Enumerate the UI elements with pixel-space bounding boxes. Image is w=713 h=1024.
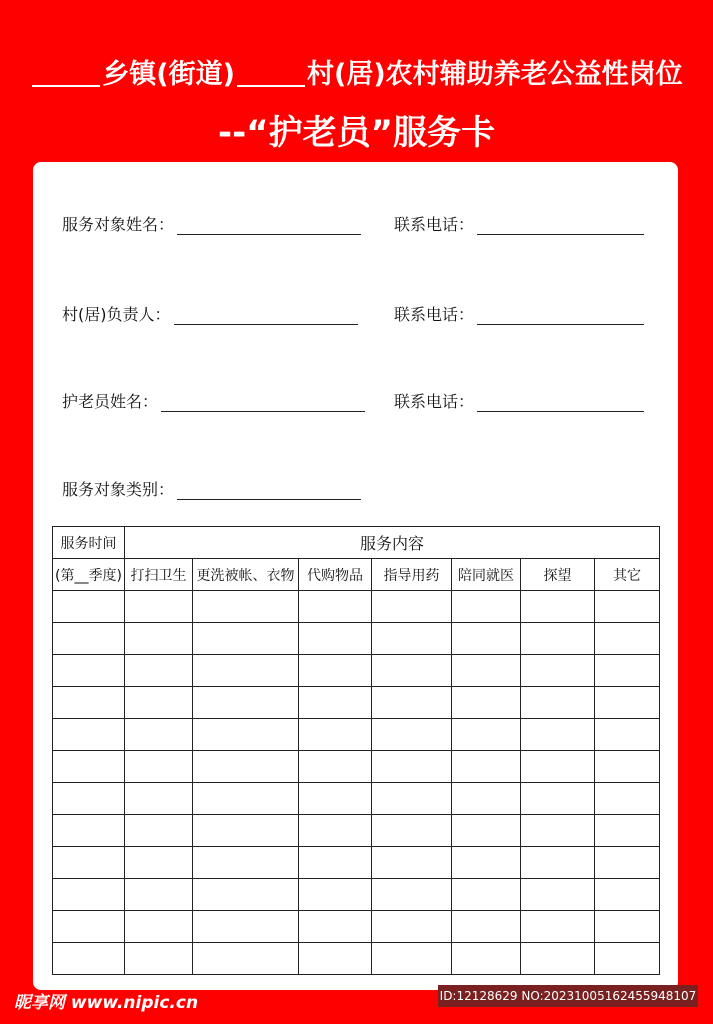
phone-2-label: 联系电话： <box>394 305 475 324</box>
caregiver-name-field <box>62 389 365 412</box>
table-cell[interactable] <box>521 655 595 687</box>
service-record-table <box>52 526 660 975</box>
table-cell[interactable] <box>299 719 372 751</box>
table-cell[interactable] <box>125 719 193 751</box>
table-cell[interactable] <box>125 655 193 687</box>
table-cell[interactable] <box>521 591 595 623</box>
phone-1-input-line[interactable] <box>477 216 644 235</box>
table-cell[interactable] <box>521 623 595 655</box>
table-row <box>53 911 660 943</box>
table-cell[interactable] <box>193 847 299 879</box>
table-cell[interactable] <box>193 815 299 847</box>
table-cell[interactable] <box>299 847 372 879</box>
table-header-row-1 <box>53 527 660 559</box>
table-cell[interactable] <box>299 783 372 815</box>
table-cell[interactable] <box>125 815 193 847</box>
table-row <box>53 623 660 655</box>
table-cell[interactable] <box>125 623 193 655</box>
table-cell[interactable] <box>299 879 372 911</box>
table-cell[interactable] <box>53 719 125 751</box>
table-cell[interactable] <box>452 623 521 655</box>
table-cell[interactable] <box>372 911 452 943</box>
table-cell[interactable] <box>595 591 660 623</box>
table-cell[interactable] <box>595 751 660 783</box>
table-cell[interactable] <box>452 719 521 751</box>
table-cell[interactable] <box>372 943 452 975</box>
phone-3-input-line[interactable] <box>477 393 644 412</box>
table-cell[interactable] <box>53 879 125 911</box>
table-cell[interactable] <box>372 815 452 847</box>
phone-1-field <box>394 212 644 235</box>
table-cell[interactable] <box>193 751 299 783</box>
village-leader-input-line[interactable] <box>174 306 358 325</box>
phone-3-label: 联系电话： <box>394 392 475 411</box>
table-cell[interactable] <box>372 687 452 719</box>
table-cell[interactable] <box>53 911 125 943</box>
table-cell[interactable] <box>595 623 660 655</box>
table-cell[interactable] <box>53 847 125 879</box>
table-row <box>53 687 660 719</box>
table-cell[interactable] <box>53 783 125 815</box>
table-cell[interactable] <box>595 783 660 815</box>
table-cell[interactable] <box>53 943 125 975</box>
table-cell[interactable] <box>193 879 299 911</box>
table-cell[interactable] <box>452 591 521 623</box>
table-cell[interactable] <box>521 943 595 975</box>
table-cell[interactable] <box>53 623 125 655</box>
service-content-header: 服务内容 <box>125 527 660 559</box>
title-line-1 <box>0 52 713 91</box>
column-header-cleaning: 打扫卫生 <box>125 559 193 591</box>
table-cell[interactable] <box>452 655 521 687</box>
table-cell[interactable] <box>521 911 595 943</box>
table-cell[interactable] <box>521 751 595 783</box>
column-header-shopping: 代购物品 <box>299 559 372 591</box>
table-cell[interactable] <box>452 783 521 815</box>
table-cell[interactable] <box>125 751 193 783</box>
table-cell[interactable] <box>53 815 125 847</box>
column-header-hospital: 陪同就医 <box>452 559 521 591</box>
table-cell[interactable] <box>193 687 299 719</box>
table-cell[interactable] <box>521 879 595 911</box>
table-cell[interactable] <box>193 943 299 975</box>
table-cell[interactable] <box>452 847 521 879</box>
table-cell[interactable] <box>452 751 521 783</box>
table-cell[interactable] <box>521 847 595 879</box>
column-header-other: 其它 <box>595 559 660 591</box>
table-cell[interactable] <box>125 847 193 879</box>
table-cell[interactable] <box>372 847 452 879</box>
table-cell[interactable] <box>299 943 372 975</box>
table-cell[interactable] <box>595 655 660 687</box>
table-cell[interactable] <box>595 943 660 975</box>
table-row <box>53 591 660 623</box>
table-cell[interactable] <box>125 879 193 911</box>
table-row <box>53 879 660 911</box>
table-cell[interactable] <box>193 655 299 687</box>
table-cell[interactable] <box>521 815 595 847</box>
table-cell[interactable] <box>299 911 372 943</box>
table-row <box>53 783 660 815</box>
table-cell[interactable] <box>125 911 193 943</box>
service-target-name-field <box>62 212 361 235</box>
table-cell[interactable] <box>299 687 372 719</box>
service-target-name-label: 服务对象姓名： <box>62 215 175 234</box>
table-cell[interactable] <box>452 687 521 719</box>
table-cell[interactable] <box>299 655 372 687</box>
table-cell[interactable] <box>521 687 595 719</box>
table-cell[interactable] <box>193 591 299 623</box>
site-watermark: 昵享网 www.nipic.cn <box>14 993 199 1013</box>
table-cell[interactable] <box>372 783 452 815</box>
table-cell[interactable] <box>595 719 660 751</box>
table-cell[interactable] <box>452 943 521 975</box>
title-position-label: 村(居)农村辅助养老公益性岗位 <box>307 59 683 90</box>
table-cell[interactable] <box>125 687 193 719</box>
village-blank <box>237 61 305 87</box>
table-cell[interactable] <box>372 751 452 783</box>
table-header-row-2 <box>53 559 660 591</box>
table-cell[interactable] <box>452 879 521 911</box>
image-id-watermark: ID:12128629 NO:20231005162455948107 <box>438 985 698 1007</box>
table-cell[interactable] <box>595 911 660 943</box>
table-cell[interactable] <box>299 623 372 655</box>
table-cell[interactable] <box>452 911 521 943</box>
table-cell[interactable] <box>193 623 299 655</box>
table-cell[interactable] <box>299 751 372 783</box>
table-cell[interactable] <box>53 687 125 719</box>
table-row <box>53 719 660 751</box>
column-header-visit: 探望 <box>521 559 595 591</box>
table-cell[interactable] <box>193 719 299 751</box>
village-leader-label: 村(居)负责人： <box>62 305 171 324</box>
phone-2-field <box>394 302 644 325</box>
table-cell[interactable] <box>595 879 660 911</box>
table-cell[interactable] <box>53 591 125 623</box>
table-cell[interactable] <box>372 879 452 911</box>
title-line-2: --“护老员”服务卡 <box>218 113 495 153</box>
table-cell[interactable] <box>595 687 660 719</box>
service-target-category-field <box>62 477 361 500</box>
phone-2-input-line[interactable] <box>477 306 644 325</box>
table-row <box>53 751 660 783</box>
table-cell[interactable] <box>372 591 452 623</box>
service-target-category-label: 服务对象类别： <box>62 480 175 499</box>
table-cell[interactable] <box>372 623 452 655</box>
table-cell[interactable] <box>521 719 595 751</box>
table-cell[interactable] <box>53 655 125 687</box>
table-cell[interactable] <box>299 591 372 623</box>
table-row <box>53 943 660 975</box>
phone-1-label: 联系电话： <box>394 215 475 234</box>
table-cell[interactable] <box>193 911 299 943</box>
column-header-laundry: 更洗被帐、衣物 <box>193 559 299 591</box>
table-cell[interactable] <box>125 943 193 975</box>
table-cell[interactable] <box>521 783 595 815</box>
caregiver-name-input-line[interactable] <box>161 393 365 412</box>
table-cell[interactable] <box>125 591 193 623</box>
service-target-category-input-line[interactable] <box>177 481 361 500</box>
table-cell[interactable] <box>53 751 125 783</box>
title-township-label: 乡镇(街道) <box>102 59 235 90</box>
table-cell[interactable] <box>372 719 452 751</box>
service-target-name-input-line[interactable] <box>177 216 361 235</box>
table-cell[interactable] <box>452 815 521 847</box>
quarter-label: (第__季度) <box>53 559 125 591</box>
table-row <box>53 847 660 879</box>
township-blank <box>32 61 100 87</box>
table-cell[interactable] <box>595 815 660 847</box>
table-cell[interactable] <box>595 847 660 879</box>
table-cell[interactable] <box>125 783 193 815</box>
table-row <box>53 655 660 687</box>
table-cell[interactable] <box>193 783 299 815</box>
table-cell[interactable] <box>299 815 372 847</box>
table-cell[interactable] <box>372 655 452 687</box>
caregiver-name-label: 护老员姓名： <box>62 392 159 411</box>
column-header-medication: 指导用药 <box>372 559 452 591</box>
phone-3-field <box>394 389 644 412</box>
table-row <box>53 815 660 847</box>
service-time-header: 服务时间 <box>53 527 125 559</box>
village-leader-field <box>62 302 358 325</box>
